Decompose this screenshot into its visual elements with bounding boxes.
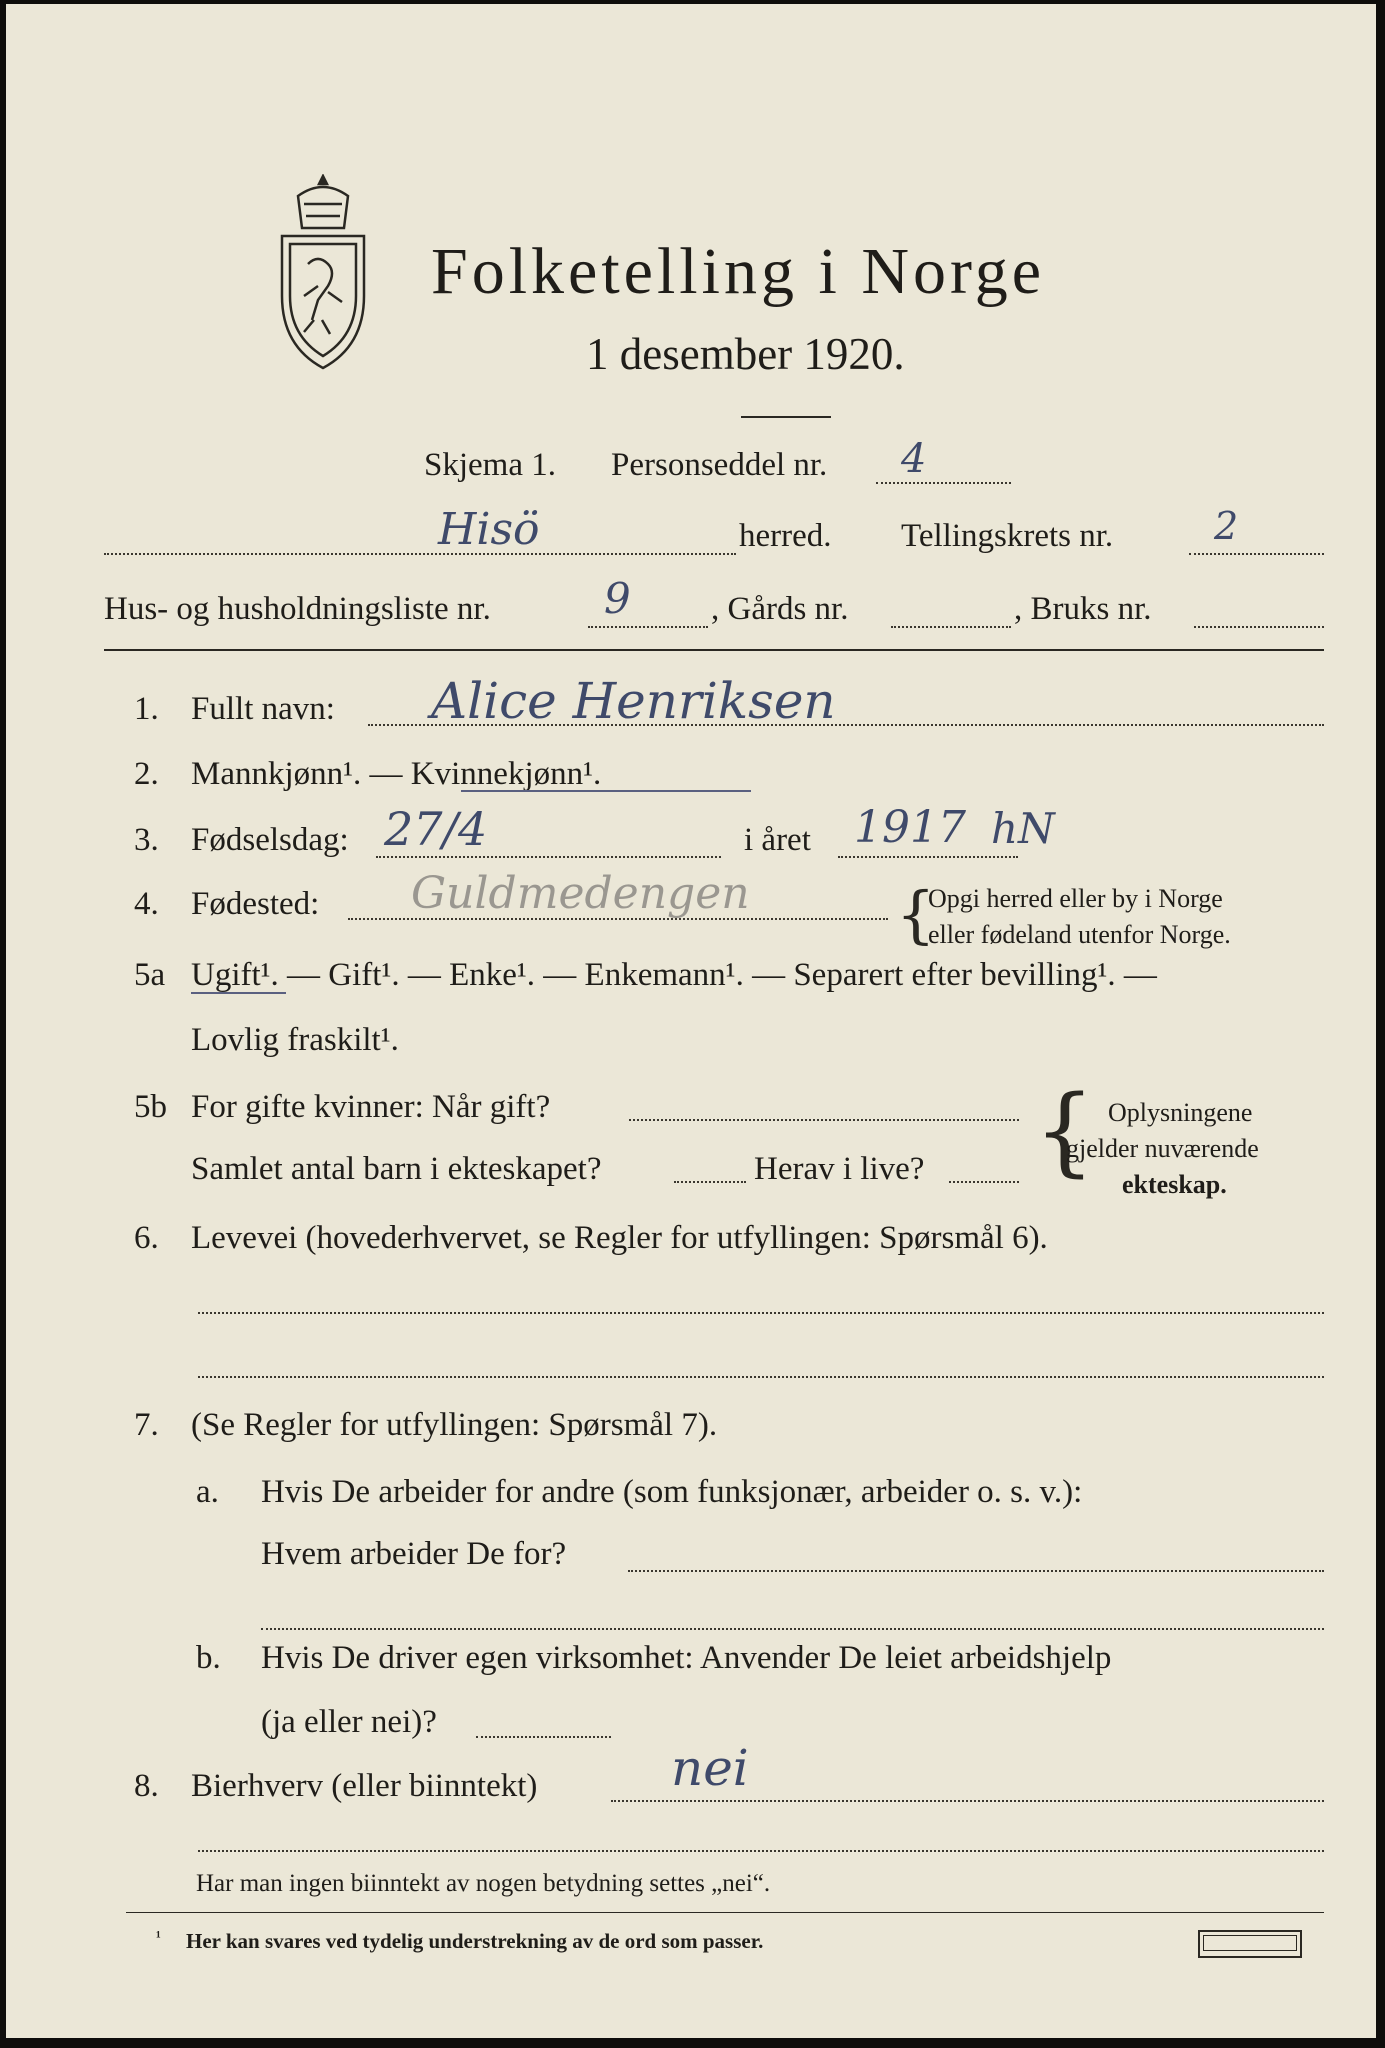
q5a-text-1: Ugift¹. — Gift¹. — Enke¹. — Enkemann¹. — Separert efter bevilling¹. — [191, 957, 1157, 993]
footer-note: Har man ingen biinntekt av nogen betydning settes „nei“. [196, 1870, 771, 1897]
herred-line [104, 553, 736, 555]
q5b-note-3: ekteskap. [1122, 1170, 1227, 1199]
q7b-text-1: Hvis De driver egen virksomhet: Anvender De leiet arbeidshjelp [261, 1640, 1112, 1676]
q3-day-line [376, 856, 721, 858]
personseddel-value: 4 [901, 436, 927, 482]
q1-label: Fullt navn: [191, 691, 335, 727]
herred-value: Hisö [438, 504, 540, 555]
q5a-underline [191, 992, 286, 994]
coat-of-arms-icon [268, 174, 378, 374]
q3-year-line [838, 856, 1018, 858]
q7b-text-2: (ja eller nei)? [261, 1704, 437, 1740]
q5b-live-line [949, 1181, 1019, 1183]
schema-label: Skjema 1. [424, 447, 556, 483]
q4-number: 4. [134, 886, 159, 922]
q7a-number: a. [196, 1474, 219, 1510]
q4-note-2: eller fødeland utenfor Norge. [928, 920, 1231, 949]
personseddel-line [876, 482, 1011, 484]
q7-label: (Se Regler for utfyllingen: Spørsmål 7). [191, 1407, 718, 1443]
q5b-brace: { [1034, 1075, 1096, 1187]
header-rule [104, 649, 1324, 651]
tellingskrets-value: 2 [1214, 504, 1239, 548]
q5a-text-2: Lovlig fraskilt¹. [191, 1022, 399, 1058]
gards-label: , Gårds nr. [711, 591, 849, 627]
q8-number: 8. [134, 1768, 159, 1804]
q7b-number: b. [196, 1640, 221, 1676]
q4-label: Fødested: [191, 886, 320, 922]
q4-value: Guldmedengen [411, 868, 750, 919]
q5b-label-3: Herav i live? [754, 1151, 925, 1187]
q3-number: 3. [134, 822, 159, 858]
hus-label: Hus- og husholdningsliste nr. [104, 591, 491, 627]
form-title: Folketelling i Norge [431, 235, 1046, 308]
q4-note-1: Opgi herred eller by i Norge [928, 884, 1223, 913]
q5b-label-2: Samlet antal barn i ekteskapet? [191, 1151, 602, 1187]
hus-value: 9 [604, 574, 631, 623]
tellingskrets-label: Tellingskrets nr. [901, 518, 1114, 554]
q8-label: Bierhverv (eller biinntekt) [191, 1768, 538, 1804]
footnote-mark: ¹ [156, 1929, 161, 1946]
gards-line [891, 626, 1011, 628]
q5b-number: 5b [134, 1089, 167, 1125]
q5b-label-1: For gifte kvinner: Når gift? [191, 1089, 551, 1125]
hus-line [588, 626, 708, 628]
q6-line-2 [198, 1376, 1324, 1378]
personseddel-label: Personseddel nr. [611, 447, 828, 483]
herred-label: herred. [739, 518, 832, 554]
q5a-number: 5a [134, 957, 166, 993]
bruks-label: , Bruks nr. [1014, 591, 1152, 627]
q3-year-label: i året [744, 822, 811, 858]
q3-note: hN [991, 804, 1055, 853]
footer-rule [126, 1912, 1324, 1913]
q6-line-1 [198, 1312, 1324, 1314]
q6-number: 6. [134, 1220, 159, 1256]
q5b-gift-line [629, 1119, 1019, 1121]
q7a-text-1: Hvis De arbeider for andre (som funksjonær, arbeider o. s. v.): [261, 1474, 1083, 1510]
footnote-text: Her kan svares ved tydelig understrekning av de ord som passer. [186, 1929, 764, 1953]
q2-underline [461, 790, 751, 792]
printer-stamp [1198, 1930, 1302, 1958]
q1-number: 1. [134, 691, 159, 727]
q2-number: 2. [134, 756, 159, 792]
title-divider [741, 416, 831, 418]
form-date: 1 desember 1920. [586, 329, 905, 379]
q3-value: 27/4 [384, 802, 488, 856]
q5b-note-2: gjelder nuværende [1066, 1134, 1259, 1163]
q7a-text-2: Hvem arbeider De for? [261, 1536, 567, 1572]
q3-label: Fødselsdag: [191, 822, 349, 858]
q6-label: Levevei (hovederhvervet, se Regler for utfyllingen: Spørsmål 6). [191, 1220, 1048, 1256]
q7b-line [476, 1736, 611, 1738]
tellingskrets-line [1189, 553, 1324, 555]
q4-brace: { [896, 878, 936, 951]
q7a-line-2 [261, 1628, 1324, 1630]
q7a-line-1 [628, 1570, 1324, 1572]
q8-value: nei [671, 1739, 749, 1797]
q8-line-2 [198, 1850, 1324, 1852]
q2-label: Mannkjønn¹. — Kvinnekjønn¹. [191, 756, 602, 792]
q1-value: Alice Henriksen [431, 672, 836, 730]
census-form-sheet [6, 4, 1376, 2038]
q3-year-value: 1917 [854, 802, 966, 853]
q8-line [611, 1800, 1324, 1802]
q7-number: 7. [134, 1407, 159, 1443]
bruks-line [1194, 626, 1324, 628]
q5b-note-1: Oplysningene [1108, 1098, 1253, 1127]
q5b-barn-line [674, 1181, 746, 1183]
